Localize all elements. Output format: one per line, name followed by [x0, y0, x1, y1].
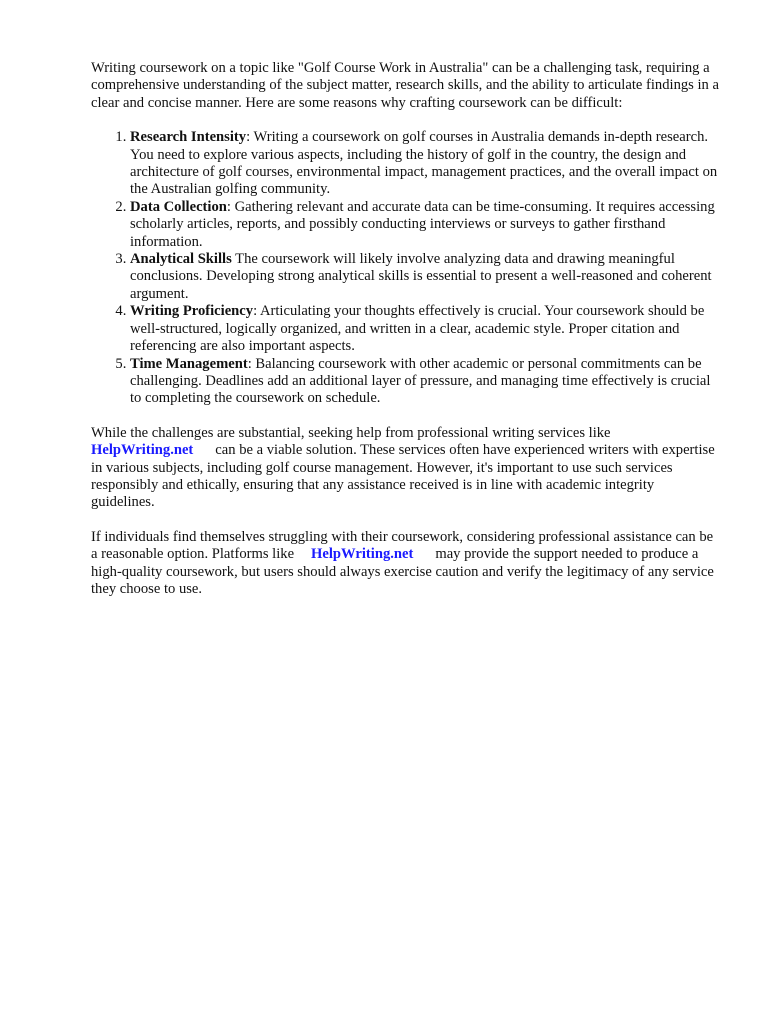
list-item-title: Data Collection	[130, 198, 227, 215]
list-item-title: Writing Proficiency	[130, 303, 254, 320]
list-item	[130, 199, 721, 251]
list-item-text: : Articulating your thoughts effectively is crucial. Your coursework should be well-structured, logically organized, and written in a clear, academic style. Proper citation and referencing are also important aspects.	[130, 303, 705, 355]
list-item-text: : Gathering relevant and accurate data can be time-consuming. It requires accessing scholarly articles, reports, and possibly conducting interviews or surveys to gather firsthand information.	[130, 198, 715, 250]
conclusion-paragraph	[91, 529, 721, 599]
paragraph-text: If individuals find themselves struggling with their coursework, considering professional assistance can be a reasonable option. Platforms like	[91, 528, 714, 563]
paragraph-text: While the challenges are substantial, seeking help from professional writing services like	[91, 424, 611, 441]
list-item-title: Time Management	[130, 355, 248, 372]
list-item	[130, 303, 721, 355]
list-item	[130, 129, 721, 199]
paragraph-text: can be a viable solution. These services often have experienced writers with expertise in various subjects, including golf course management. However, it's important to use such services responsibly and ethically, ensuring that any assistance received is in line with academic integrity guidelines.	[91, 442, 715, 511]
difficulty-list	[91, 129, 721, 408]
document-page	[91, 60, 721, 598]
help-services-paragraph	[91, 425, 721, 512]
list-item-text: : Writing a coursework on golf courses in Australia demands in-depth research. You need to explore various aspects, including the history of golf in the country, the design and architecture of golf courses, environmental impact, management practices, and the overall impact on the Australian golfing community.	[130, 129, 718, 198]
list-item-title: Research Intensity	[130, 129, 247, 146]
list-item	[130, 356, 721, 408]
list-item-title: Analytical Skills	[130, 251, 232, 268]
paragraph-text: may provide the support needed to produce a high-quality coursework, but users should always exercise caution and verify the legitimacy of any service they choose to use.	[91, 546, 714, 597]
helpwriting-link[interactable]: HelpWriting.net	[311, 546, 414, 563]
list-item-text: : Balancing coursework with other academic or personal commitments can be challenging. Deadlines add an additional layer of pressure, and managing time effectively is crucial to completing the coursework on schedule.	[130, 355, 711, 407]
helpwriting-link[interactable]: HelpWriting.net	[91, 442, 194, 459]
intro-paragraph: Writing coursework on a topic like "Golf Course Work in Australia" can be a challenging task, requiring a comprehensive understanding of the subject matter, research skills, and the ability to articulate findings in a clear and concise manner. Here are some reasons why crafting coursework can be difficult:	[91, 60, 719, 111]
list-item	[130, 251, 721, 303]
list-item-text: The coursework will likely involve analyzing data and drawing meaningful conclusions. Developing strong analytical skills is essential to present a well-reasoned and coherent argument.	[130, 251, 712, 302]
